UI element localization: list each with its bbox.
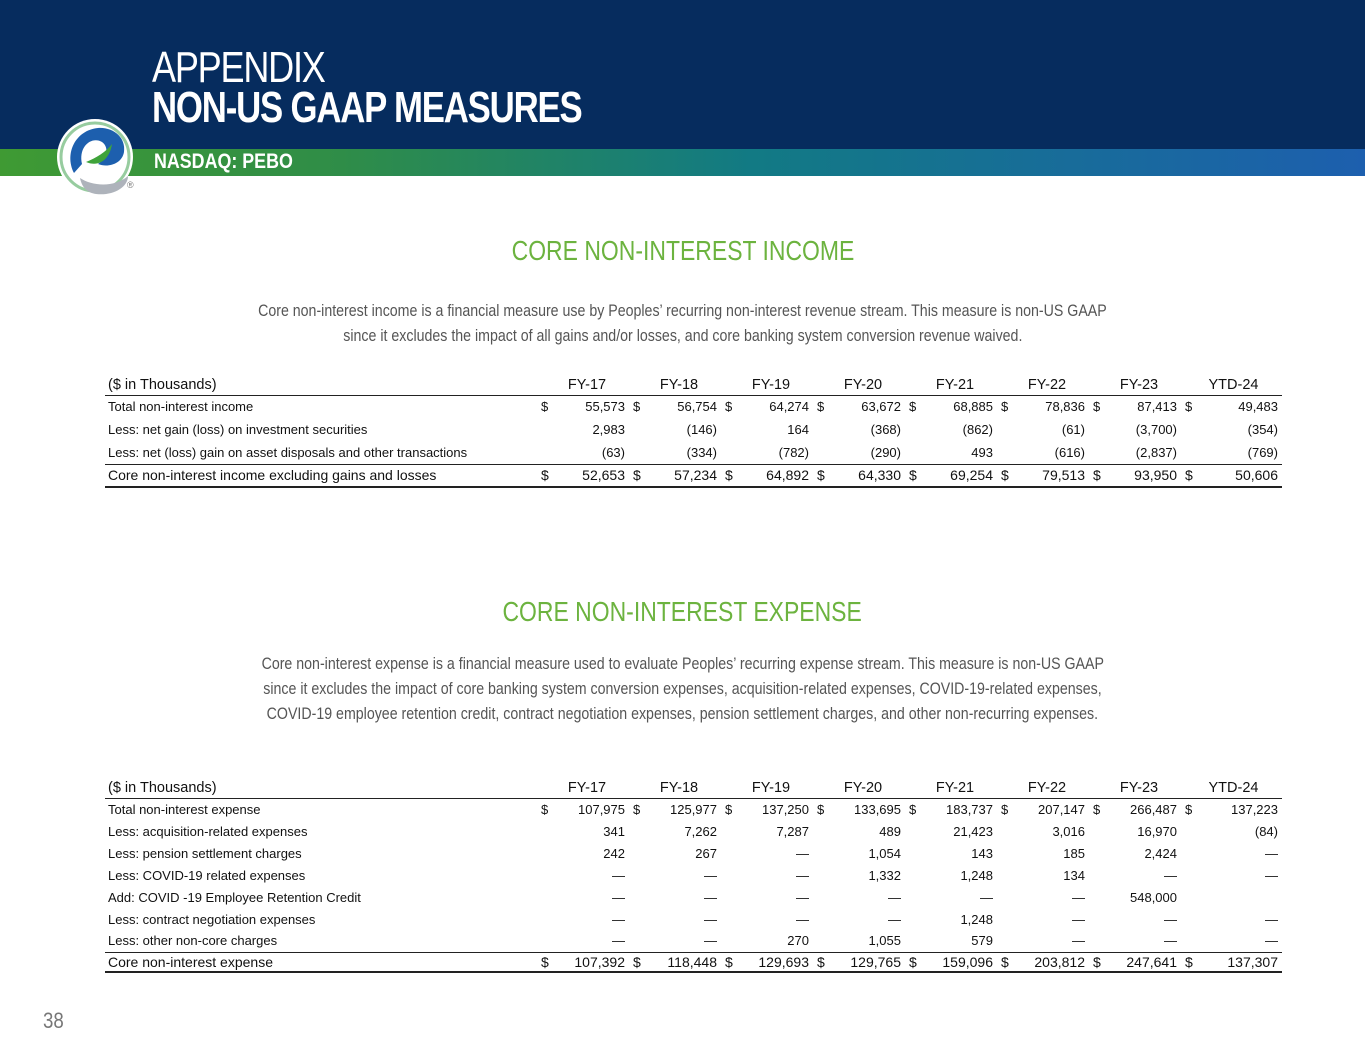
cell-value: 69,254 [922, 464, 1001, 487]
cell-value: 1,248 [960, 867, 993, 883]
expense-table [105, 778, 1282, 973]
currency-symbol [1001, 820, 1014, 842]
currency-symbol [817, 418, 830, 441]
currency-symbol [1093, 908, 1106, 930]
table-row [105, 842, 1282, 864]
currency-symbol [817, 930, 830, 952]
cell-value: 68,885 [953, 399, 993, 415]
cell-value: 143 [971, 845, 993, 861]
currency-symbol: $ [1001, 399, 1009, 415]
table-row [105, 395, 1282, 418]
column-header: FY-20 [843, 779, 883, 796]
cell-value: 129,765 [830, 952, 909, 972]
currency-symbol: $ [541, 801, 549, 817]
currency-symbol [1001, 908, 1014, 930]
column-header: FY-17 [567, 779, 607, 796]
cell-value: 129,693 [738, 952, 817, 972]
cell-value: 489 [879, 823, 901, 839]
cell-value: 64,892 [738, 464, 817, 487]
currency-symbol [817, 886, 830, 908]
cell-value: 118,448 [646, 952, 725, 972]
currency-symbol: $ [1093, 952, 1106, 972]
currency-symbol [541, 908, 554, 930]
cell-value: 107,975 [578, 801, 625, 817]
currency-symbol [1185, 418, 1198, 441]
currency-symbol [725, 418, 738, 441]
row-label: Total non-interest expense [108, 801, 261, 817]
column-header: FY-22 [1027, 376, 1067, 393]
currency-symbol: $ [541, 952, 554, 972]
cell-value: (63) [601, 444, 625, 460]
currency-symbol [633, 930, 646, 952]
cell-value: — [1072, 889, 1085, 905]
cell-value: 3,016 [1052, 823, 1085, 839]
page-title: NON-US GAAP MEASURES [152, 83, 582, 132]
currency-symbol: $ [1185, 952, 1198, 972]
currency-symbol [1093, 842, 1106, 864]
currency-symbol [725, 886, 738, 908]
cell-value: 64,330 [830, 464, 909, 487]
cell-value: 133,695 [854, 801, 901, 817]
cell-value: 270 [787, 933, 809, 949]
currency-symbol [817, 864, 830, 886]
currency-symbol [1185, 930, 1198, 952]
cell-value: — [888, 911, 901, 927]
cell-value: 579 [971, 933, 993, 949]
currency-symbol: $ [633, 464, 646, 487]
cell-value: 56,754 [677, 399, 717, 415]
cell-value: 159,096 [922, 952, 1001, 972]
currency-symbol [817, 842, 830, 864]
currency-symbol: $ [1185, 399, 1193, 415]
cell-value: (862) [962, 422, 993, 437]
cell-value: — [796, 867, 809, 883]
cell-value: 1,054 [868, 845, 901, 861]
currency-symbol [1001, 886, 1014, 908]
cell-value: 247,641 [1106, 952, 1185, 972]
currency-symbol [909, 930, 922, 952]
cell-value: 242 [603, 845, 625, 861]
expense-section-title: CORE NON-INTEREST EXPENSE [502, 596, 863, 627]
cell-value: 164 [787, 422, 809, 437]
currency-symbol [1001, 842, 1014, 864]
cell-value: 55,573 [585, 399, 625, 415]
currency-symbol: $ [725, 952, 738, 972]
cell-value: — [1265, 867, 1278, 883]
cell-value: — [704, 933, 717, 949]
cell-value: 548,000 [1130, 889, 1177, 905]
currency-symbol [725, 842, 738, 864]
cell-value: 203,812 [1014, 952, 1093, 972]
cell-value: 1,332 [868, 867, 901, 883]
currency-symbol: $ [1185, 464, 1198, 487]
page-title-appendix: APPENDIX [152, 43, 325, 92]
cell-value: (782) [778, 444, 809, 460]
currency-symbol [909, 886, 922, 908]
row-label: Less: pension settlement charges [108, 845, 302, 861]
income-desc-line: Core non-interest income is a financial measure use by Peoples’ recurring non-interest revenue stream. This measure is non-US GAAP [258, 302, 1107, 320]
cell-value: — [1265, 911, 1278, 927]
currency-symbol [633, 886, 646, 908]
currency-symbol [633, 441, 646, 464]
currency-symbol [541, 441, 554, 464]
cell-value: — [1164, 911, 1177, 927]
cell-value: 137,250 [762, 801, 809, 817]
currency-symbol [725, 908, 738, 930]
currency-symbol: $ [817, 399, 825, 415]
expense-desc-line: COVID-19 employee retention credit, contract negotiation expenses, pension settlement charges, and other non-recurring expenses. [266, 705, 1099, 723]
currency-symbol [1001, 930, 1014, 952]
table-row [105, 908, 1282, 930]
ticker-label: NASDAQ: PEBO [154, 150, 293, 173]
currency-symbol [633, 864, 646, 886]
currency-symbol [1001, 864, 1014, 886]
income-desc-line: since it excludes the impact of all gains and/or losses, and core banking system conversion revenue waived. [342, 327, 1023, 345]
currency-symbol: $ [541, 464, 554, 487]
cell-value: (84) [1254, 823, 1278, 839]
currency-symbol: $ [909, 801, 917, 817]
currency-symbol: $ [725, 801, 733, 817]
column-header: FY-19 [751, 376, 791, 393]
column-header: YTD-24 [1208, 779, 1259, 796]
currency-symbol: $ [541, 399, 549, 415]
currency-symbol [1001, 418, 1014, 441]
currency-symbol [1093, 820, 1106, 842]
currency-symbol [909, 842, 922, 864]
cell-value: — [1164, 933, 1177, 949]
currency-symbol: $ [817, 801, 825, 817]
currency-symbol [1093, 418, 1106, 441]
row-label: Less: net gain (loss) on investment securities [108, 422, 368, 437]
currency-symbol [725, 441, 738, 464]
cell-value: 266,487 [1130, 801, 1177, 817]
cell-value [1198, 886, 1282, 908]
table-row [105, 930, 1282, 952]
cell-value: — [980, 889, 993, 905]
cell-value: 2,983 [592, 422, 625, 437]
currency-symbol: $ [725, 399, 733, 415]
cell-value: — [612, 867, 625, 883]
company-logo [52, 118, 142, 202]
currency-symbol [541, 886, 554, 908]
cell-value: — [796, 845, 809, 861]
column-header: FY-23 [1119, 779, 1159, 796]
row-label: Less: contract negotiation expenses [108, 911, 316, 927]
currency-symbol: $ [1093, 464, 1106, 487]
currency-symbol: $ [909, 464, 922, 487]
currency-symbol: $ [633, 952, 646, 972]
currency-symbol: $ [1093, 399, 1101, 415]
cell-value: 49,483 [1238, 399, 1278, 415]
cell-value: (2,837) [1135, 444, 1177, 460]
cell-value: 93,950 [1106, 464, 1185, 487]
cell-value: 21,423 [953, 823, 993, 839]
currency-symbol [817, 441, 830, 464]
currency-symbol [633, 842, 646, 864]
currency-symbol: $ [1001, 952, 1014, 972]
column-header: FY-22 [1027, 779, 1067, 796]
currency-symbol [1185, 886, 1198, 908]
row-label: Total non-interest income [108, 399, 254, 415]
row-label: Less: other non-core charges [108, 933, 278, 949]
cell-value: 2,424 [1144, 845, 1177, 861]
table-row [105, 418, 1282, 441]
income-description [0, 299, 1365, 349]
cell-value: (61) [1061, 422, 1085, 437]
cell-value: — [1072, 933, 1085, 949]
page-number: 38 [43, 1008, 64, 1033]
cell-value: 267 [695, 845, 717, 861]
currency-symbol: $ [909, 952, 922, 972]
currency-symbol: $ [817, 952, 830, 972]
expense-desc-line: since it excludes the impact of core banking system conversion expenses, acquisition-related expenses, COVID-19-related expenses, [263, 680, 1102, 698]
cell-value: (769) [1247, 444, 1278, 460]
currency-symbol [1185, 820, 1198, 842]
table-row [105, 864, 1282, 886]
table-row [105, 798, 1282, 820]
currency-symbol [541, 864, 554, 886]
currency-symbol [541, 418, 554, 441]
currency-symbol [1093, 886, 1106, 908]
currency-symbol [1093, 930, 1106, 952]
column-header: FY-21 [935, 376, 975, 393]
cell-value: 1,055 [868, 933, 901, 949]
column-header: FY-18 [659, 779, 699, 796]
currency-symbol [909, 441, 922, 464]
currency-symbol [633, 908, 646, 930]
currency-symbol [1185, 864, 1198, 886]
cell-value: 137,307 [1198, 952, 1282, 972]
currency-symbol: $ [1001, 464, 1014, 487]
cell-value: 134 [1063, 867, 1085, 883]
currency-symbol [909, 908, 922, 930]
column-header: FY-18 [659, 376, 699, 393]
cell-value: 125,977 [670, 801, 717, 817]
cell-value: — [704, 867, 717, 883]
cell-value: — [888, 889, 901, 905]
currency-symbol [725, 930, 738, 952]
income-table [105, 375, 1282, 488]
row-label: Less: net (loss) gain on asset disposals and other transactions [108, 444, 468, 460]
unit-label: ($ in Thousands) [108, 779, 217, 796]
unit-label: ($ in Thousands) [108, 376, 217, 393]
cell-value: (616) [1054, 444, 1085, 460]
expense-description [0, 652, 1365, 727]
cell-value: — [796, 889, 809, 905]
cell-value: 185 [1063, 845, 1085, 861]
expense-desc-line: Core non-interest expense is a financial measure used to evaluate Peoples’ recurring expense stream. This measure is non-US GAAP [261, 655, 1104, 673]
cell-value: (368) [870, 422, 901, 437]
cell-value: 16,970 [1137, 823, 1177, 839]
cell-value: 7,262 [684, 823, 717, 839]
cell-value: 50,606 [1198, 464, 1282, 487]
table-row [105, 820, 1282, 842]
cell-value: 63,672 [861, 399, 901, 415]
currency-symbol: $ [633, 801, 641, 817]
currency-symbol [1185, 842, 1198, 864]
currency-symbol: $ [909, 399, 917, 415]
cell-value: (334) [686, 444, 717, 460]
cell-value: (290) [870, 444, 901, 460]
cell-value: 183,737 [946, 801, 993, 817]
table-row [105, 441, 1282, 464]
currency-symbol [725, 864, 738, 886]
currency-symbol [541, 930, 554, 952]
row-label: Add: COVID -19 Employee Retention Credit [108, 889, 361, 905]
currency-symbol [541, 842, 554, 864]
cell-value: — [796, 911, 809, 927]
row-label: Core non-interest expense [105, 952, 541, 972]
column-header: FY-23 [1119, 376, 1159, 393]
currency-symbol: $ [725, 464, 738, 487]
column-header: FY-17 [567, 376, 607, 393]
cell-value: 1,248 [960, 911, 993, 927]
cell-value: 79,513 [1014, 464, 1093, 487]
cell-value: — [704, 911, 717, 927]
cell-value: 107,392 [554, 952, 633, 972]
cell-value: 57,234 [646, 464, 725, 487]
cell-value: 7,287 [776, 823, 809, 839]
column-header: YTD-24 [1208, 376, 1259, 393]
cell-value: 493 [971, 444, 993, 460]
cell-value: — [612, 933, 625, 949]
currency-symbol: $ [1001, 801, 1009, 817]
currency-symbol: $ [1185, 801, 1193, 817]
currency-symbol: $ [633, 399, 641, 415]
cell-value: 64,274 [769, 399, 809, 415]
cell-value: 52,653 [554, 464, 633, 487]
total-row [105, 464, 1282, 487]
currency-symbol [1185, 908, 1198, 930]
currency-symbol [909, 418, 922, 441]
currency-symbol [1001, 441, 1014, 464]
cell-value: 78,836 [1045, 399, 1085, 415]
currency-symbol [633, 820, 646, 842]
cell-value: — [1265, 933, 1278, 949]
cell-value: 341 [603, 823, 625, 839]
income-section-title: CORE NON-INTEREST INCOME [511, 235, 854, 266]
currency-symbol [817, 820, 830, 842]
cell-value: (3,700) [1135, 422, 1177, 437]
currency-symbol [633, 418, 646, 441]
cell-value: (354) [1247, 422, 1278, 437]
currency-symbol: $ [1093, 801, 1101, 817]
row-label: Less: acquisition-related expenses [108, 823, 308, 839]
cell-value: — [1072, 911, 1085, 927]
currency-symbol [817, 908, 830, 930]
currency-symbol [909, 864, 922, 886]
currency-symbol [541, 820, 554, 842]
table-row [105, 886, 1282, 908]
currency-symbol [725, 820, 738, 842]
currency-symbol [909, 820, 922, 842]
cell-value: 87,413 [1137, 399, 1177, 415]
cell-value: — [1265, 845, 1278, 861]
column-header: FY-21 [935, 779, 975, 796]
row-label: Core non-interest income excluding gains and losses [105, 464, 541, 487]
row-label: Less: COVID-19 related expenses [108, 867, 306, 883]
cell-value: 207,147 [1038, 801, 1085, 817]
cell-value: — [612, 911, 625, 927]
cell-value: 137,223 [1231, 801, 1278, 817]
cell-value: — [1164, 867, 1177, 883]
currency-symbol: $ [817, 464, 830, 487]
cell-value: (146) [686, 422, 717, 437]
currency-symbol [1185, 441, 1198, 464]
cell-value: — [704, 889, 717, 905]
currency-symbol [1093, 864, 1106, 886]
column-header: FY-20 [843, 376, 883, 393]
column-header: FY-19 [751, 779, 791, 796]
registered-mark: ® [127, 180, 134, 190]
cell-value: — [612, 889, 625, 905]
total-row [105, 952, 1282, 972]
currency-symbol [1093, 441, 1106, 464]
